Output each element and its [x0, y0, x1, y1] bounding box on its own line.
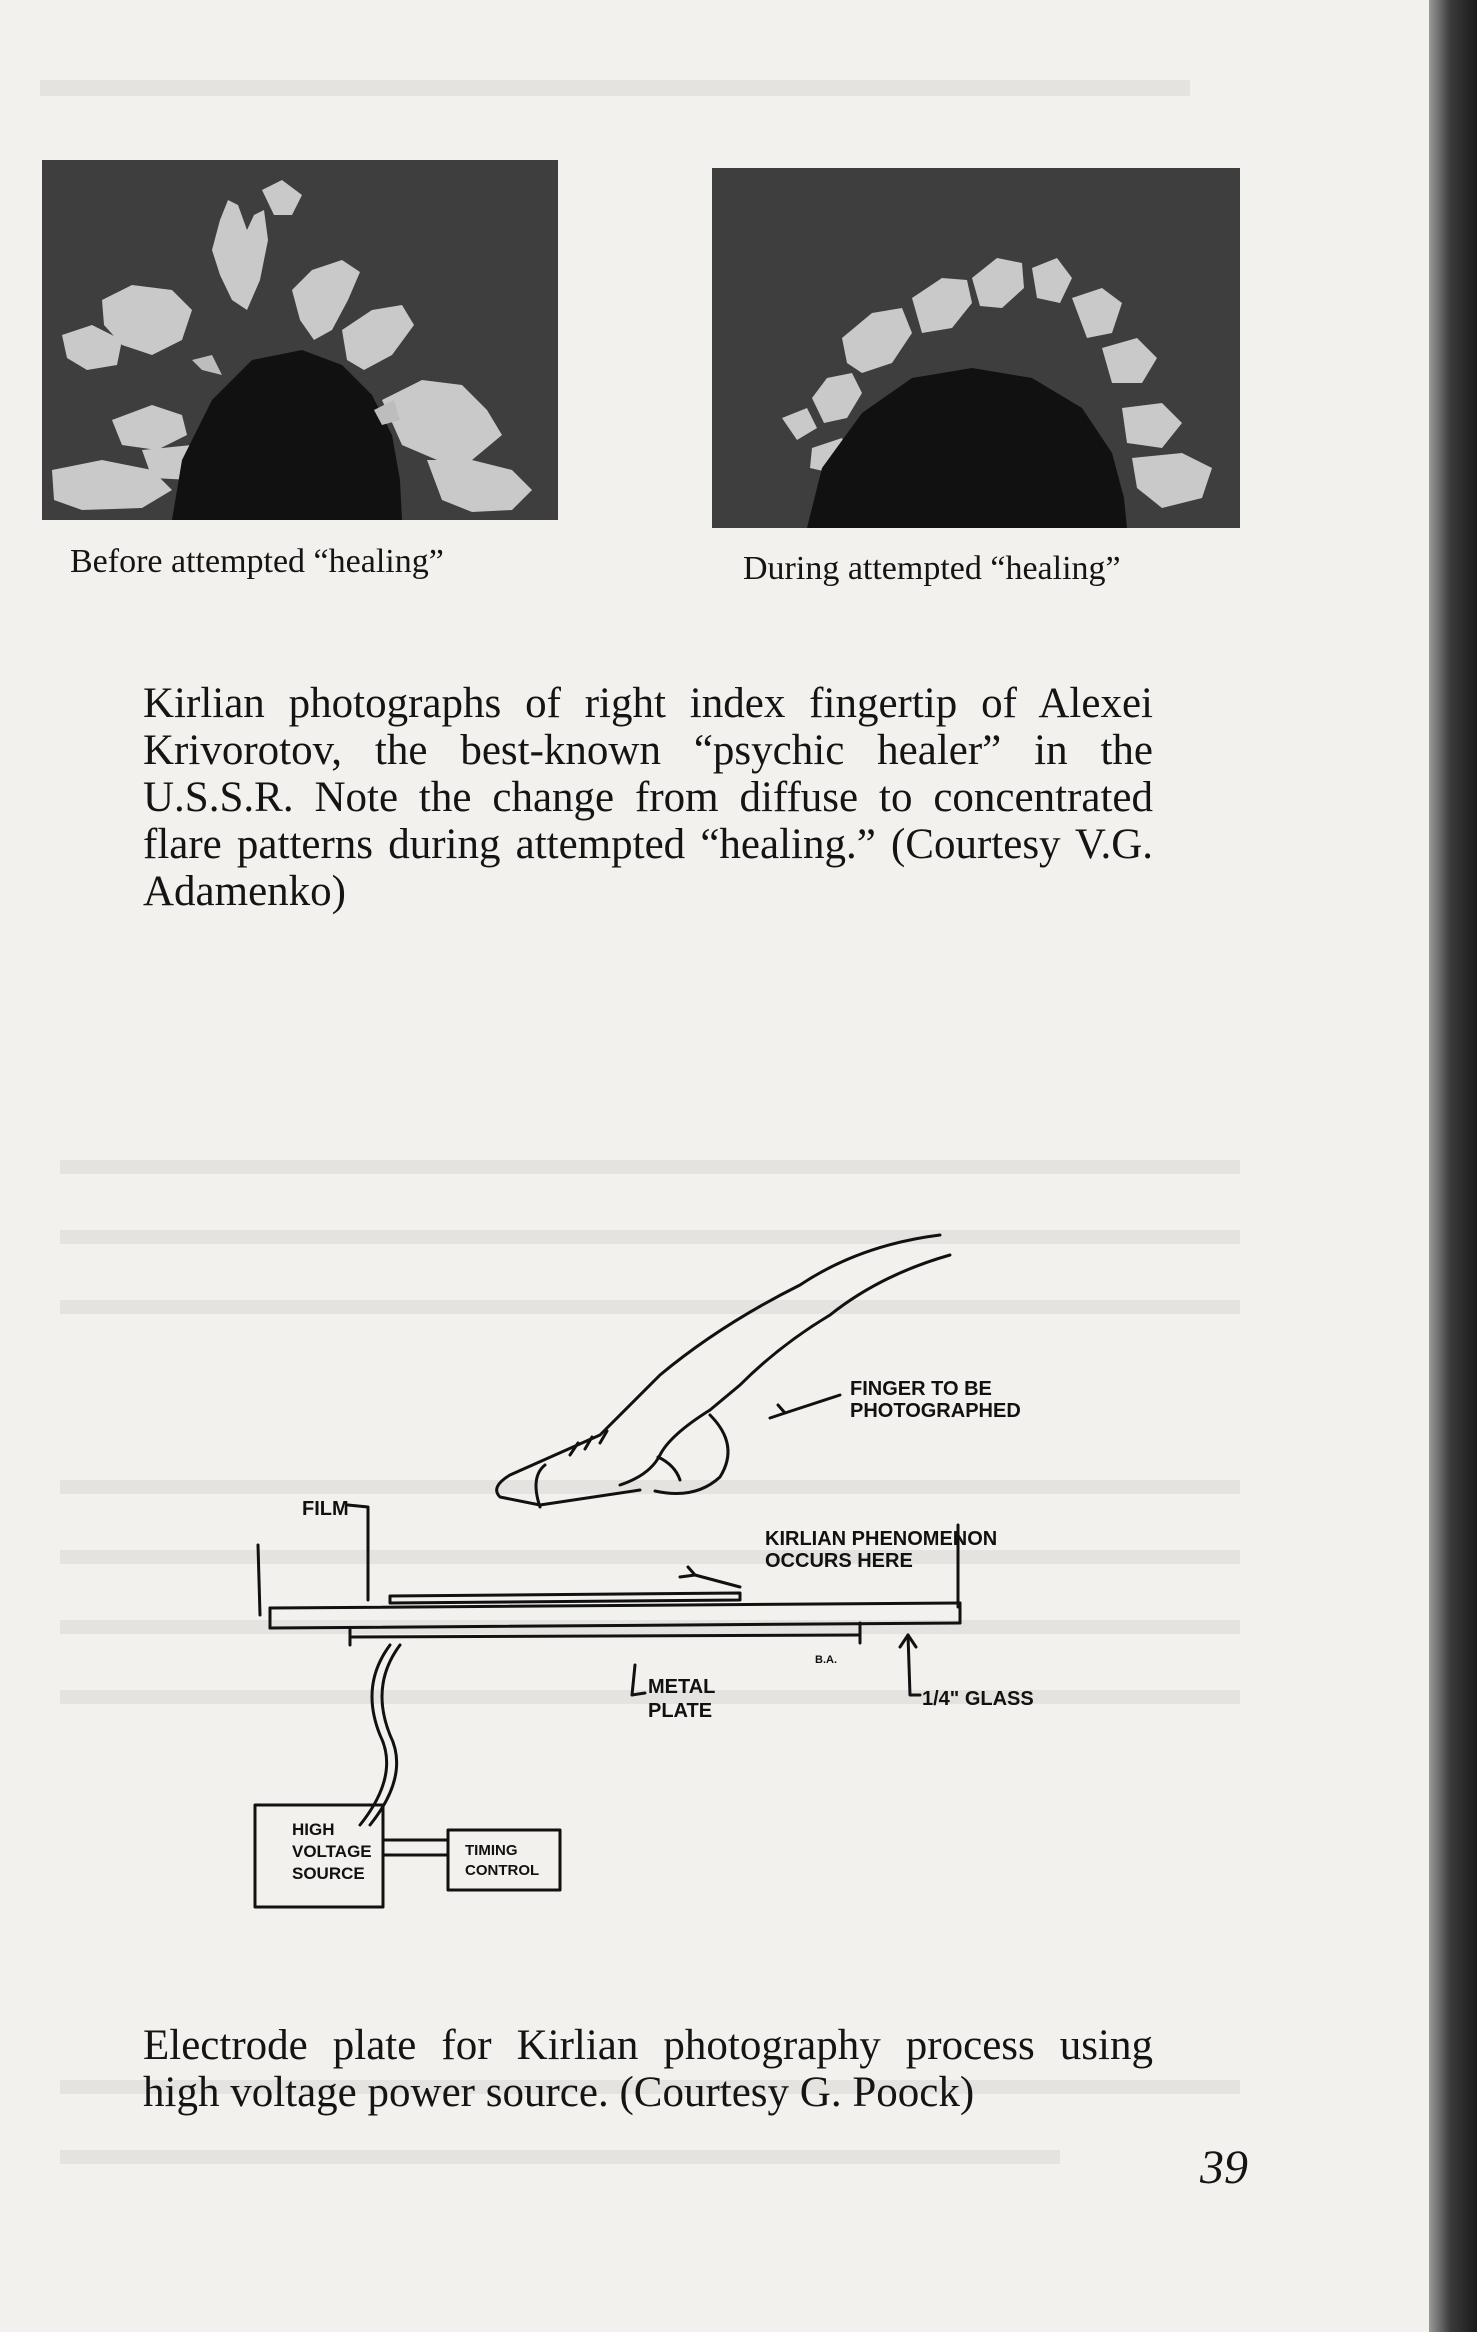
high-voltage-label-line-2: VOLTAGE [292, 1842, 372, 1861]
high-voltage-label-line-1: HIGH [292, 1820, 335, 1839]
phenomenon-label-line-1: KIRLIAN PHENOMENON [765, 1528, 998, 1550]
book-spine-shadow [1429, 0, 1477, 2332]
kirlian-photo-during [712, 168, 1240, 528]
high-voltage-label-line-3: SOURCE [292, 1864, 365, 1883]
finger-label-line-2: PHOTOGRAPHED [850, 1400, 1021, 1422]
photo-caption-during: During attempted “healing” [743, 550, 1121, 587]
metal-plate-label-line-1: METAL [648, 1676, 716, 1698]
photo-caption-before: Before attempted “healing” [70, 543, 444, 580]
kirlian-figure-caption: Kirlian photographs of right index fingertip of Alexei Krivorotov, the best-known “psychic healer” in the U.S.S.R. Note the change from diffuse to concentrated flare patterns during attempted “healing.” (Courtesy V.G. Adamenko) [143, 680, 1153, 915]
timing-label-line-2: CONTROL [465, 1862, 540, 1879]
phenomenon-label-line-2: OCCURS HERE [765, 1550, 913, 1572]
finger-label-line-1: FINGER TO BE [850, 1378, 992, 1400]
metal-plate-label-line-2: PLATE [648, 1700, 713, 1722]
film-label: FILM [302, 1498, 349, 1520]
page-number: 39 [1200, 2141, 1248, 2194]
kirlian-photo-before [42, 160, 558, 520]
small-label: B.A. [815, 1654, 837, 1666]
electrode-figure-caption: Electrode plate for Kirlian photography process using high voltage power source. (Courtesy G. Poock) [143, 2022, 1153, 2116]
timing-label-line-1: TIMING [465, 1842, 518, 1859]
electrode-plate-diagram [240, 1215, 1090, 1915]
glass-label: 1/4" GLASS [922, 1688, 1034, 1710]
